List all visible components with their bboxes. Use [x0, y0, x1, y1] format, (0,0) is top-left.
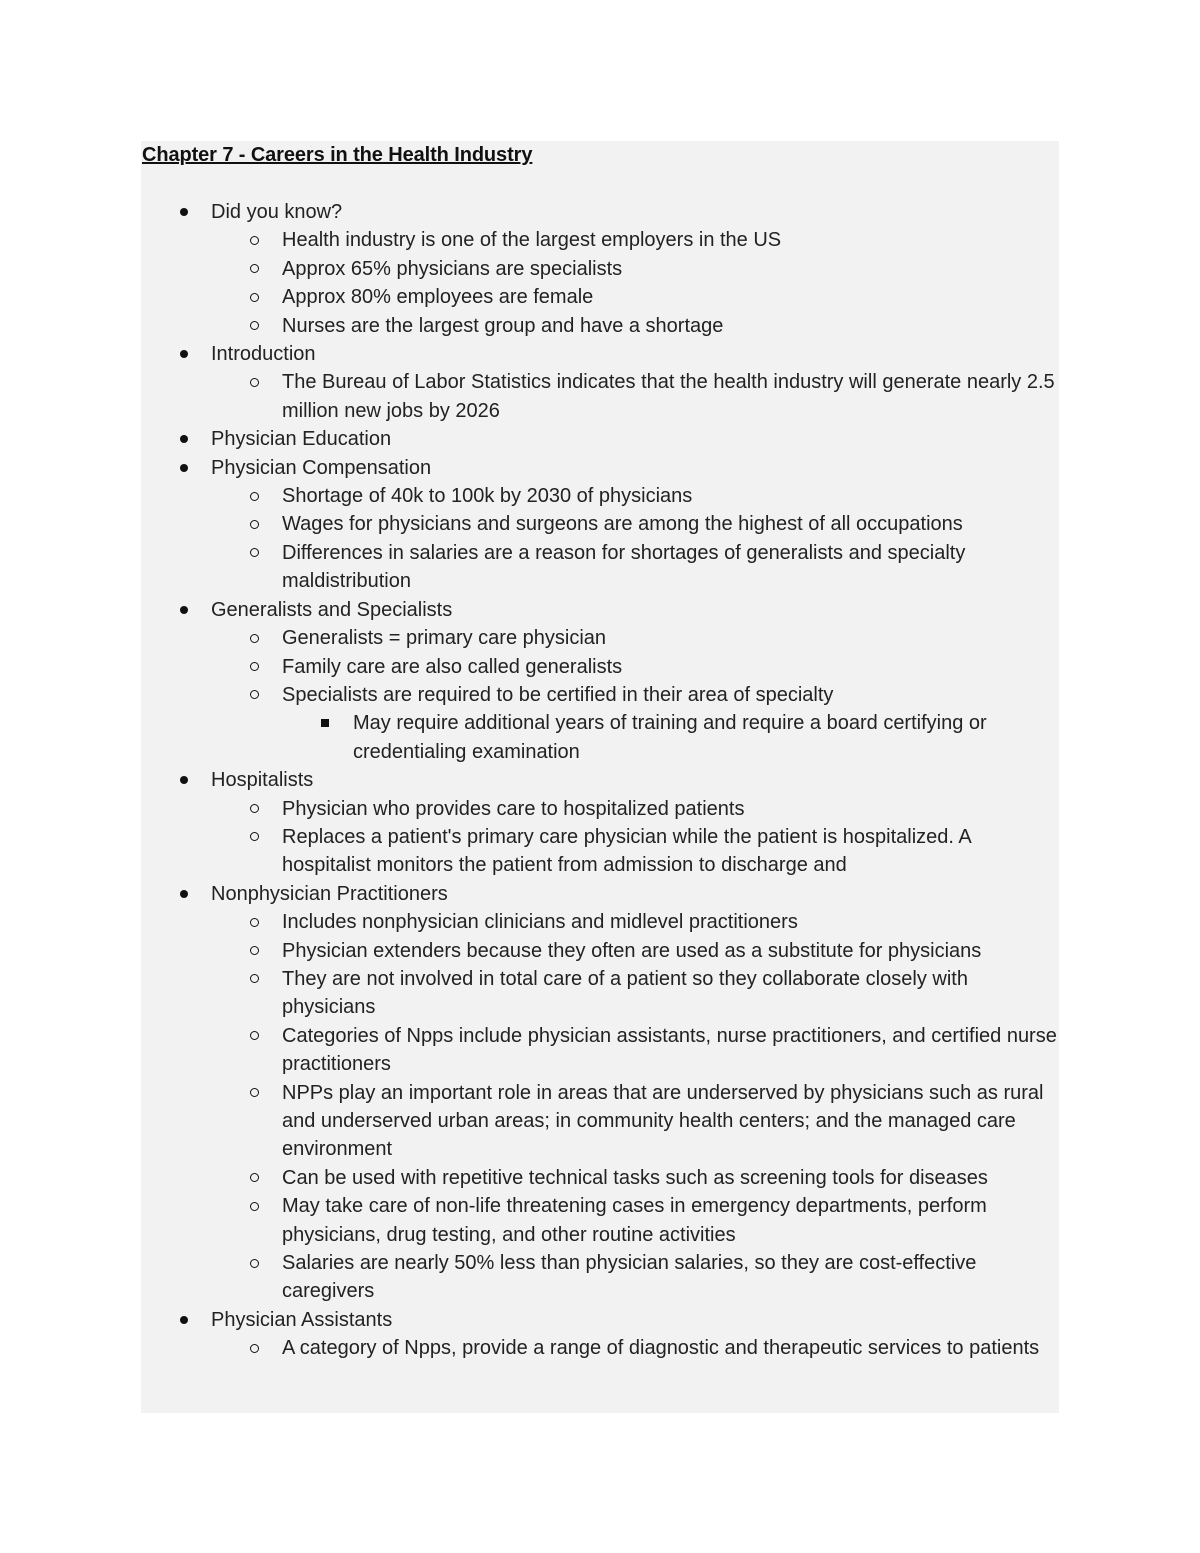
outline-item-level-2: [0, 283, 1062, 311]
bullet-circle-icon: [246, 681, 262, 709]
outline-item-level-2: [0, 255, 1062, 283]
outline-item-text: Physician Compensation: [211, 456, 432, 479]
outline-item-level-1: [0, 198, 1061, 226]
outline-item-text: Hospitalists: [211, 769, 314, 792]
outline-item-level-2: [0, 965, 1062, 1022]
bullet-circle-icon: [246, 908, 262, 936]
bullet-circle-icon: [246, 312, 262, 340]
outline-item-text: Health industry is one of the largest employers in the US: [282, 229, 782, 252]
bullet-dot-icon: [176, 880, 192, 908]
outline-item-text: May take care of non-life threatening cases in emergency departments, perform physicians, drug testing, and other routine activities: [282, 1195, 987, 1246]
bullet-dot-icon: [176, 454, 192, 482]
outline-item-text: Physician Education: [211, 428, 392, 451]
outline-item-text: Differences in salaries are a reason for shortages of generalists and specialty maldistribution: [282, 541, 966, 593]
outline-item-level-1: [0, 340, 1061, 368]
bullet-circle-icon: [246, 539, 262, 567]
outline-item-level-2: [0, 653, 1062, 681]
outline-item-level-2: [0, 226, 1062, 254]
bullet-circle-icon: [246, 1334, 262, 1362]
bullet-circle-icon: [246, 226, 262, 254]
outline-item-text: Introduction: [211, 343, 316, 366]
outline-item-text: They are not involved in total care of a patient so they collaborate closely with physicians: [282, 967, 968, 1019]
outline-item-level-2: [0, 681, 1062, 709]
outline-item-text: Nonphysician Practitioners: [211, 882, 448, 905]
outline-item-level-2: [0, 482, 1062, 510]
outline-item-level-2: [0, 510, 1062, 538]
outline-item-level-2: [0, 795, 1062, 823]
bullet-circle-icon: [246, 1022, 262, 1050]
outline-item-level-2: [0, 1164, 1062, 1192]
outline-list: [0, 198, 1200, 1363]
outline-item-text: Did you know?: [211, 201, 343, 223]
outline-item-text: Approx 80% employees are female: [282, 286, 594, 309]
bullet-dot-icon: [176, 596, 192, 624]
bullet-dot-icon: [176, 198, 192, 226]
outline-item-text: The Bureau of Labor Statistics indicates that the health industry will generate nearly 2.5 million new jobs by 2026: [282, 371, 1055, 422]
outline-item-level-2: [0, 937, 1062, 965]
outline-item-level-1: [0, 1306, 1061, 1334]
outline-item-text: Can be used with repetitive technical tasks such as screening tools for diseases: [282, 1166, 988, 1189]
outline-item-level-1: [0, 596, 1061, 624]
outline-item-text: May require additional years of training and require a board certifying or credentialing examination: [353, 712, 987, 763]
outline-item-text: Generalists = primary care physician: [282, 627, 607, 650]
bullet-circle-icon: [246, 1192, 262, 1220]
outline-item-text: A category of Npps, provide a range of diagnostic and therapeutic services to patients: [282, 1337, 1040, 1360]
bullet-dot-icon: [176, 340, 192, 368]
bullet-dot-icon: [176, 1306, 192, 1334]
outline-item-text: Specialists are required to be certified in their area of specialty: [282, 683, 834, 706]
outline-item-level-2: [0, 1334, 1062, 1362]
bullet-circle-icon: [246, 368, 262, 396]
outline-item-text: Nurses are the largest group and have a shortage: [282, 314, 724, 337]
outline-item-level-2: [0, 312, 1062, 340]
bullet-circle-icon: [246, 1079, 262, 1107]
outline-item-level-2: [0, 1249, 1062, 1306]
outline-item-level-2: [0, 908, 1062, 936]
outline-item-level-2: [0, 823, 1062, 880]
outline-item-text: Physician Assistants: [211, 1308, 393, 1331]
outline-item-level-1: [0, 454, 1061, 482]
bullet-square-icon: [317, 709, 333, 737]
outline-item-text: Replaces a patient's primary care physician while the patient is hospitalized. A hospitalist monitors the patient from admission to discharge and: [282, 825, 971, 877]
outline-item-level-1: [0, 425, 1061, 453]
bullet-circle-icon: [246, 510, 262, 538]
bullet-circle-icon: [246, 937, 262, 965]
outline-item-text: Salaries are nearly 50% less than physician salaries, so they are cost-effective caregivers: [282, 1252, 977, 1303]
bullet-circle-icon: [246, 1164, 262, 1192]
outline-item-text: Includes nonphysician clinicians and midlevel practitioners: [282, 911, 798, 934]
bullet-dot-icon: [176, 766, 192, 794]
outline-item-level-2: [0, 624, 1062, 652]
outline-item-text: Physician extenders because they often are used as a substitute for physicians: [282, 939, 982, 962]
bullet-circle-icon: [246, 823, 262, 851]
outline-item-text: Categories of Npps include physician assistants, nurse practitioners, and certified nurse practitioners: [282, 1024, 1057, 1076]
outline-item-text: Shortage of 40k to 100k by 2030 of physicians: [282, 485, 693, 508]
bullet-circle-icon: [246, 795, 262, 823]
outline-item-text: Wages for physicians and surgeons are among the highest of all occupations: [282, 513, 963, 536]
outline-item-level-2: [0, 1079, 1062, 1164]
outline-item-level-2: [0, 539, 1062, 596]
outline-item-level-2: [0, 1022, 1062, 1079]
outline-item-text: Approx 65% physicians are specialists: [282, 257, 623, 280]
outline-item-level-1: [0, 766, 1061, 794]
bullet-dot-icon: [176, 425, 192, 453]
page-title: Chapter 7 - Careers in the Health Industry: [142, 144, 533, 166]
outline-item-level-2: [0, 1192, 1062, 1249]
outline-item-level-1: [0, 880, 1061, 908]
outline-item-level-2: [0, 368, 1062, 425]
bullet-circle-icon: [246, 965, 262, 993]
bullet-circle-icon: [246, 255, 262, 283]
outline-item-text: Family care are also called generalists: [282, 655, 623, 678]
outline-item-text: Physician who provides care to hospitalized patients: [282, 797, 745, 820]
bullet-circle-icon: [246, 482, 262, 510]
bullet-circle-icon: [246, 1249, 262, 1277]
outline-item-text: Generalists and Specialists: [211, 598, 453, 621]
bullet-circle-icon: [246, 624, 262, 652]
bullet-circle-icon: [246, 283, 262, 311]
outline-item-level-3: [0, 709, 1058, 766]
outline-item-text: NPPs play an important role in areas that are underserved by physicians such as rural and underserved urban areas; in community health centers; and the managed care environment: [282, 1081, 1044, 1161]
bullet-circle-icon: [246, 653, 262, 681]
